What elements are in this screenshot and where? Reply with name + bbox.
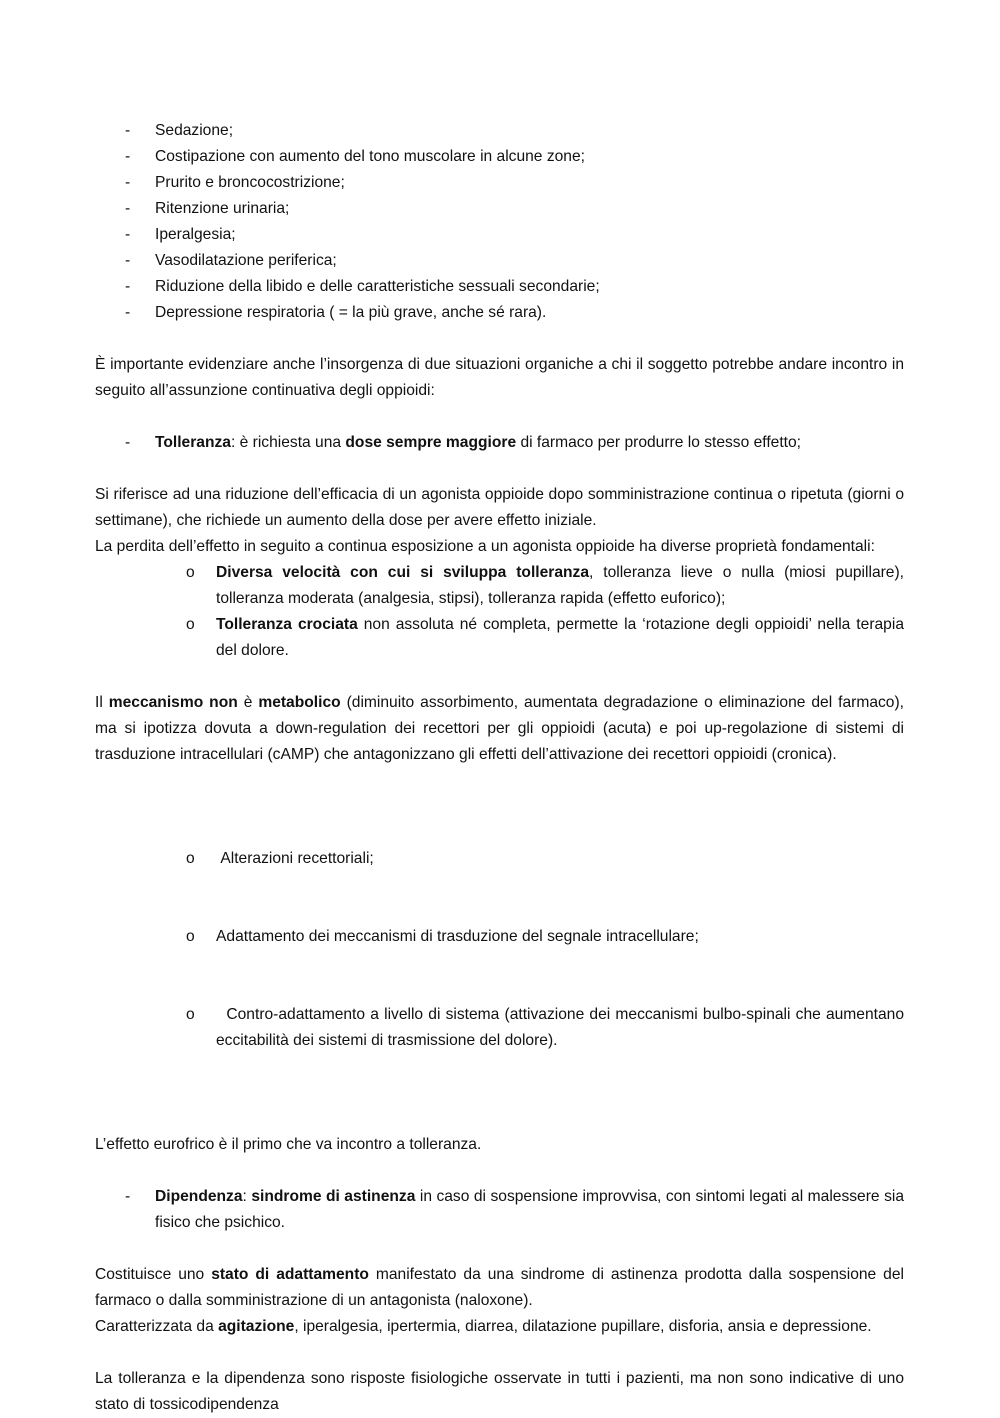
conclusion-paragraph: La tolleranza e la dipendenza sono risposte fisiologiche osservate in tutti i pazienti, ma non sono indicative di uno stato di tossicodipendenza	[95, 1370, 904, 1413]
tolerance-properties-list	[95, 560, 904, 664]
list-item-tolerance: - Tolleranza: è richiesta una dose sempre maggiore di farmaco per produrre lo stesso effetto;	[125, 434, 802, 451]
list-item: o Diversa velocità con cui si sviluppa tolleranza, tolleranza lieve o nulla (miosi pupillare), tolleranza moderata (analgesia, stipsi), tolleranza rapida (effetto euforico);	[186, 564, 905, 607]
list-item-dependence: - Dipendenza: sindrome di astinenza in caso di sospensione improvvisa, con sintomi legati al malessere sia fisico che psichico.	[125, 1188, 904, 1231]
euphoric-note: L’effetto eurofrico è il primo che va incontro a tolleranza.	[95, 1136, 482, 1153]
list-item: - Prurito e broncocostrizione;	[125, 174, 345, 191]
list-item: o Alterazioni recettoriali;	[186, 850, 374, 867]
dependence-definition: Costituisce uno stato di adattamento manifestato da una sindrome di astinenza prodotta dalla sospensione del farmaco o dalla somministrazione di un antagonista (naloxone).	[95, 1266, 904, 1309]
list-item: - Iperalgesia;	[125, 226, 236, 243]
intro-paragraph: È importante evidenziare anche l’insorgenza di due situazioni organiche a chi il soggetto potrebbe andare incontro in seguito all’assunzione continuativa degli oppioidi:	[95, 356, 904, 399]
list-item: - Costipazione con aumento del tono muscolare in alcune zone;	[125, 148, 585, 165]
list-item: - Riduzione della libido e delle caratteristiche sessuali secondarie;	[125, 278, 600, 295]
dependence-list	[95, 1184, 904, 1236]
list-item: - Vasodilatazione periferica;	[125, 252, 337, 269]
list-item: o Contro-adattamento a livello di sistema (attivazione dei meccanismi bulbo-spinali che aumentano eccitabilità dei sistemi di trasmissione del dolore).	[186, 1006, 909, 1049]
tolerance-definition: Si riferisce ad una riduzione dell’efficacia di un agonista oppioide dopo somministrazione continua o ripetuta (giorni o settimane), che richiede un aumento della dose per avere effetto iniziale.	[95, 486, 904, 529]
dependence-symptoms: Caratterizzata da agitazione, iperalgesia, ipertermia, diarrea, dilatazione pupillare, disforia, ansia e depressione.	[95, 1318, 872, 1335]
tolerance-list	[95, 430, 904, 456]
tolerance-properties-intro: La perdita dell’effetto in seguito a continua esposizione a un agonista oppioide ha diverse proprietà fondamentali:	[95, 538, 875, 555]
mechanisms-list	[95, 794, 909, 1106]
list-item: o Tolleranza crociata non assoluta né completa, permette la ‘rotazione degli oppioidi’ nella terapia del dolore.	[186, 616, 904, 659]
list-item: o Adattamento dei meccanismi di trasduzione del segnale intracellulare;	[186, 928, 699, 945]
list-item: - Ritenzione urinaria;	[125, 200, 290, 217]
mechanism-paragraph: Il meccanismo non è metabolico (diminuito assorbimento, aumentata degradazione o eliminazione del farmaco), ma si ipotizza dovuta a down-regulation dei recettori per gli oppioidi (acuta) e poi up-regolazione di sistemi di trasduzione intracellulari (cAMP) che antagonizzano gli effetti dell’attivazione dei recettori oppioidi (cronica).	[95, 694, 904, 763]
side-effects-list	[95, 118, 904, 326]
list-item: - Depressione respiratoria ( = la più grave, anche sé rara).	[125, 304, 547, 321]
list-item: - Sedazione;	[125, 122, 234, 139]
